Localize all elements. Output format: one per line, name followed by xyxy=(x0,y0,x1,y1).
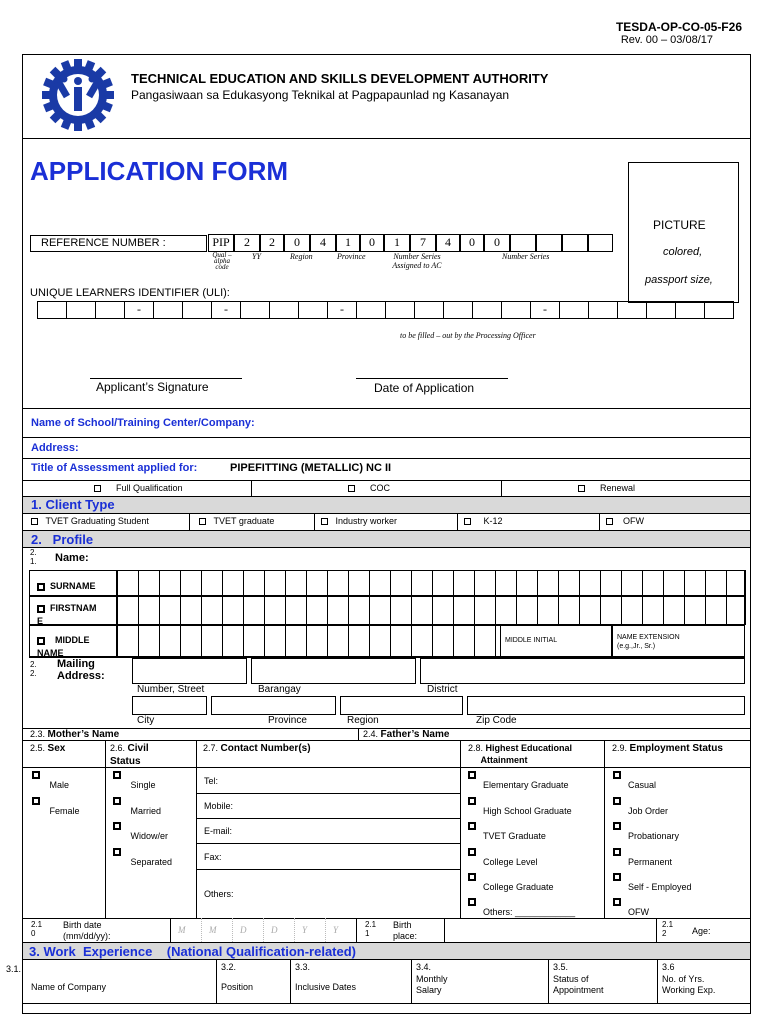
school-name-label: Name of School/Training Center/Company: xyxy=(31,417,255,429)
checkbox-icon xyxy=(113,848,121,856)
reference-cell[interactable] xyxy=(510,234,536,252)
name-letter-cell[interactable] xyxy=(495,570,517,596)
school-name-field[interactable] xyxy=(300,412,745,436)
name-letter-cell[interactable] xyxy=(537,596,559,625)
reference-cell[interactable] xyxy=(588,234,613,252)
name-letter-cell[interactable] xyxy=(705,570,727,596)
province-field[interactable] xyxy=(211,696,336,715)
name-letter-cell[interactable] xyxy=(474,570,496,596)
name-letter-cell[interactable] xyxy=(537,570,559,596)
emp-job-order-option[interactable]: Job Order xyxy=(613,795,668,817)
fax-label: Fax: xyxy=(204,852,222,862)
name-letter-cell[interactable] xyxy=(579,596,601,625)
checkbox-icon xyxy=(321,518,328,525)
birth-date-placeholder: D xyxy=(271,925,278,935)
name-letter-cell[interactable] xyxy=(348,596,370,625)
emp-ofw-option[interactable]: OFW xyxy=(613,896,649,918)
checkbox-icon xyxy=(613,873,621,881)
name-letter-cell[interactable] xyxy=(390,625,412,657)
uli-cell[interactable] xyxy=(443,301,473,319)
document-code: TESDA-OP-CO-05-F26 xyxy=(615,20,742,34)
name-letter-cell[interactable] xyxy=(474,596,496,625)
reference-cell[interactable]: 0 xyxy=(460,234,484,252)
reference-cell[interactable]: 0 xyxy=(360,234,384,252)
picture-note-2: passport size, xyxy=(645,274,713,286)
emp-self-employed-option[interactable]: Self - Employed xyxy=(613,871,692,893)
zip-code-field[interactable] xyxy=(467,696,745,715)
profile-header xyxy=(23,531,750,548)
name-letter-cell[interactable] xyxy=(516,596,538,625)
checkbox-icon xyxy=(613,822,621,830)
name-letter-cell[interactable] xyxy=(222,570,244,596)
name-letter-cell[interactable] xyxy=(222,625,244,657)
name-letter-cell[interactable] xyxy=(600,570,622,596)
agency-name: TECHNICAL EDUCATION AND SKILLS DEVELOPMENT AUTHORITY xyxy=(131,71,549,86)
checkbox-icon xyxy=(468,822,476,830)
col-inclusive-dates: Inclusive Dates xyxy=(295,982,357,992)
name-letter-cell[interactable] xyxy=(222,596,244,625)
name-letter-cell[interactable] xyxy=(285,596,307,625)
assessment-title-value: PIPEFITTING (METALLIC) NC II xyxy=(230,462,392,474)
uli-cell[interactable] xyxy=(240,301,270,319)
assessment-title-label: Title of Assessment applied for: xyxy=(31,462,198,474)
checkbox-icon xyxy=(113,797,121,805)
checkbox-icon xyxy=(613,771,621,779)
date-of-application-label: Date of Application xyxy=(374,381,475,395)
email-label: E-mail: xyxy=(204,826,233,836)
checkbox-icon xyxy=(31,518,38,525)
name-letter-cell[interactable] xyxy=(348,625,370,657)
client-type-title: 1. Client Type xyxy=(31,497,115,512)
mother-name-field[interactable] xyxy=(140,729,355,740)
sex-male-option[interactable]: Male xyxy=(32,769,69,791)
middlename-label: MIDDLE NAME xyxy=(37,635,90,658)
tel-field[interactable] xyxy=(240,770,455,792)
birth-date-placeholder: M xyxy=(178,925,186,935)
reference-number-label: REFERENCE NUMBER : xyxy=(41,237,166,249)
uli-cell[interactable]: - xyxy=(124,301,154,319)
sex-label: 2.5. Sex xyxy=(30,743,66,754)
checkbox-icon xyxy=(348,485,355,492)
mobile-label: Mobile: xyxy=(204,801,234,811)
checkbox-icon xyxy=(32,771,40,779)
checkbox-icon xyxy=(37,605,45,613)
middle-initial-label: MIDDLE INITIAL xyxy=(505,637,558,644)
name-letter-cell[interactable] xyxy=(726,570,746,596)
name-letter-cell[interactable] xyxy=(642,596,664,625)
reference-cell[interactable]: 1 xyxy=(336,234,360,252)
emp-casual-option[interactable]: Casual xyxy=(613,769,656,791)
name-letter-cell[interactable] xyxy=(432,596,454,625)
uli-cell[interactable] xyxy=(356,301,386,319)
name-letter-cell[interactable] xyxy=(705,596,727,625)
name-letter-cell[interactable] xyxy=(642,570,664,596)
edu-college-graduate-option[interactable]: College Graduate xyxy=(468,871,554,893)
uli-cell[interactable] xyxy=(37,301,67,319)
name-letter-cell[interactable] xyxy=(411,625,433,657)
name-letter-cell[interactable] xyxy=(306,625,328,657)
name-letter-cell[interactable] xyxy=(390,570,412,596)
address-label: Address: xyxy=(31,442,79,454)
uli-cell[interactable] xyxy=(95,301,125,319)
street-field[interactable] xyxy=(132,658,247,684)
mailing-address-label: Mailing Address: xyxy=(57,658,105,682)
name-letter-cell[interactable] xyxy=(663,570,685,596)
reference-cell[interactable]: 2 xyxy=(234,234,260,252)
qual-code-label: Qual – alpha code xyxy=(212,251,232,271)
uli-cell[interactable] xyxy=(646,301,676,319)
name-letter-cell[interactable] xyxy=(159,570,181,596)
civil-widow-option[interactable]: Widow/er xyxy=(113,820,168,842)
name-letter-cell[interactable] xyxy=(327,625,349,657)
birth-date-placeholder: D xyxy=(240,925,247,935)
reference-cell[interactable]: 0 xyxy=(484,234,510,252)
name-letter-cell[interactable] xyxy=(327,596,349,625)
uli-cell[interactable] xyxy=(414,301,444,319)
uli-cell[interactable] xyxy=(617,301,647,319)
client-tvet-graduating-option[interactable]: TVET Graduating Student xyxy=(31,516,149,526)
full-qualification-option[interactable]: Full Qualification xyxy=(94,483,183,493)
coc-option[interactable]: COC xyxy=(348,483,390,493)
form-title: APPLICATION FORM xyxy=(30,156,289,186)
edu-elementary-option[interactable]: Elementary Graduate xyxy=(468,769,569,791)
client-k12-option[interactable]: K-12 xyxy=(464,516,503,526)
checkbox-icon xyxy=(94,485,101,492)
emp-probationary-option[interactable]: Probationary xyxy=(613,820,679,842)
name-letter-cell[interactable] xyxy=(243,596,265,625)
uli-cell[interactable] xyxy=(704,301,734,319)
uli-cell[interactable] xyxy=(501,301,531,319)
name-letter-cell[interactable] xyxy=(117,625,139,657)
region-field[interactable] xyxy=(340,696,463,715)
applicant-signature-label: Applicant’s Signature xyxy=(96,380,209,394)
uli-cell[interactable]: - xyxy=(327,301,357,319)
employment-status-label: 2.9. Employment Status xyxy=(612,743,723,754)
age-label: Age: xyxy=(692,926,711,936)
checkbox-icon xyxy=(468,797,476,805)
birth-date-placeholder: Y xyxy=(333,925,339,935)
contact-numbers-label: 2.7. Contact Number(s) xyxy=(203,743,311,754)
name-extension-label: NAME EXTENSION (e.g.,Jr., Sr.) xyxy=(617,634,680,650)
uli-label: UNIQUE LEARNERS IDENTIFIER (ULI): xyxy=(30,287,230,299)
birth-place-field[interactable] xyxy=(446,919,654,941)
name-letter-cell[interactable] xyxy=(621,596,643,625)
name-letter-cell[interactable] xyxy=(600,596,622,625)
name-letter-cell[interactable] xyxy=(495,596,517,625)
checkbox-icon xyxy=(468,898,476,906)
email-field[interactable] xyxy=(240,820,455,842)
checkbox-icon xyxy=(113,822,121,830)
reference-cell[interactable]: 2 xyxy=(260,234,284,252)
birth-date-placeholder: M xyxy=(209,925,217,935)
checkbox-icon xyxy=(37,583,45,591)
reference-cell[interactable] xyxy=(536,234,562,252)
revision-label: Rev. 00 – 03/08/17 xyxy=(620,34,713,46)
province-label: Province xyxy=(337,252,366,261)
name-letter-cell[interactable] xyxy=(138,596,160,625)
reference-cell[interactable] xyxy=(562,234,588,252)
name-letter-cell[interactable] xyxy=(369,625,391,657)
reference-cell[interactable]: 4 xyxy=(436,234,460,252)
col-years-working-exp: No. of Yrs. Working Exp. xyxy=(662,974,716,995)
name-letter-cell[interactable] xyxy=(201,596,223,625)
yy-label: YY xyxy=(252,252,261,261)
city-field[interactable] xyxy=(132,696,207,715)
birth-place-label: Birth place: xyxy=(393,920,418,941)
tel-label: Tel: xyxy=(204,776,219,786)
name-letter-cell[interactable] xyxy=(264,596,286,625)
reference-cell[interactable]: PIP xyxy=(208,234,234,252)
name-letter-cell[interactable] xyxy=(285,570,307,596)
col-status-of-appointment: Status of Appointment xyxy=(553,974,604,995)
others-contact-field[interactable] xyxy=(240,871,455,916)
name-letter-cell[interactable] xyxy=(159,596,181,625)
reference-cell[interactable]: 0 xyxy=(284,234,310,252)
name-letter-cell[interactable] xyxy=(138,625,160,657)
name-letter-cell[interactable] xyxy=(558,570,580,596)
client-ofw-option[interactable]: OFW xyxy=(606,516,644,526)
agency-subtitle: Pangasiwaan sa Edukasyong Teknikal at Pagpapaunlad ng Kasanayan xyxy=(131,88,510,102)
col-name-of-company: Name of Company xyxy=(31,982,107,992)
name-label: Name: xyxy=(55,552,89,564)
client-industry-worker-option[interactable]: Industry worker xyxy=(321,516,397,526)
region-label: Region xyxy=(290,252,313,261)
uli-cell[interactable] xyxy=(559,301,589,319)
name-letter-cell[interactable] xyxy=(243,570,265,596)
uli-cell[interactable]: - xyxy=(211,301,241,319)
name-letter-cell[interactable] xyxy=(432,570,454,596)
uli-cell[interactable] xyxy=(66,301,96,319)
client-tvet-graduate-option[interactable]: TVET graduate xyxy=(199,516,274,526)
education-label: 2.8. Highest Educational Attainment xyxy=(468,743,573,765)
name-letter-cell[interactable] xyxy=(369,596,391,625)
civil-married-option[interactable]: Married xyxy=(113,795,161,817)
emp-permanent-option[interactable]: Permanent xyxy=(613,846,672,868)
surname-label: SURNAME xyxy=(37,581,96,591)
checkbox-icon xyxy=(613,898,621,906)
name-letter-cell[interactable] xyxy=(453,570,475,596)
edu-college-level-option[interactable]: College Level xyxy=(468,846,538,868)
name-letter-cell[interactable] xyxy=(663,596,685,625)
number-series-ac-label: Number Series Assigned to AC xyxy=(392,252,442,270)
name-letter-cell[interactable] xyxy=(558,596,580,625)
father-name-field[interactable] xyxy=(470,729,745,740)
name-letter-cell[interactable] xyxy=(180,570,202,596)
uli-cell[interactable]: - xyxy=(530,301,560,319)
checkbox-icon xyxy=(199,518,206,525)
uli-cell[interactable] xyxy=(269,301,299,319)
edu-highschool-option[interactable]: High School Graduate xyxy=(468,795,572,817)
birth-date-placeholder: Y xyxy=(302,925,308,935)
checkbox-icon xyxy=(468,771,476,779)
name-letter-cell[interactable] xyxy=(264,625,286,657)
name-letter-cell[interactable] xyxy=(474,625,496,657)
birth-date-label: Birth date (mm/dd/yy): xyxy=(63,920,111,941)
uli-cell[interactable] xyxy=(385,301,415,319)
firstname-label: FIRSTNAM E xyxy=(37,603,97,626)
name-letter-cell[interactable] xyxy=(684,570,706,596)
picture-note-1: colored, xyxy=(663,246,703,258)
uli-cell[interactable] xyxy=(675,301,705,319)
name-letter-cell[interactable] xyxy=(264,570,286,596)
name-letter-cell[interactable] xyxy=(285,625,307,657)
processing-note: to be filled – out by the Processing Officer xyxy=(400,331,536,340)
name-letter-cell[interactable] xyxy=(117,596,139,625)
father-name-label: 2.4. Father’s Name xyxy=(363,729,450,740)
name-letter-cell[interactable] xyxy=(579,570,601,596)
name-letter-cell[interactable] xyxy=(369,570,391,596)
name-letter-cell[interactable] xyxy=(327,570,349,596)
col-monthly-salary: Monthly Salary xyxy=(416,974,448,995)
checkbox-icon xyxy=(468,848,476,856)
edu-tvet-option[interactable]: TVET Graduate xyxy=(468,820,546,842)
name-letter-cell[interactable] xyxy=(684,596,706,625)
civil-single-option[interactable]: Single xyxy=(113,769,156,791)
checkbox-icon xyxy=(32,797,40,805)
name-letter-cell[interactable] xyxy=(180,596,202,625)
client-type-header xyxy=(23,496,750,514)
number-series-label: Number Series xyxy=(502,252,550,261)
name-letter-cell[interactable] xyxy=(306,596,328,625)
uli-cell[interactable] xyxy=(153,301,183,319)
checkbox-icon xyxy=(613,797,621,805)
name-letter-cell[interactable] xyxy=(180,625,202,657)
uli-cell[interactable] xyxy=(182,301,212,319)
name-letter-cell[interactable] xyxy=(516,570,538,596)
civil-separated-option[interactable]: Separated xyxy=(113,846,172,868)
name-letter-cell[interactable] xyxy=(306,570,328,596)
picture-label: PICTURE xyxy=(653,218,706,232)
uli-cell[interactable] xyxy=(472,301,502,319)
fax-field[interactable] xyxy=(240,845,455,867)
profile-title: 2. Profile xyxy=(31,532,94,547)
name-letter-cell[interactable] xyxy=(432,625,454,657)
reference-cell[interactable]: 4 xyxy=(310,234,336,252)
district-field[interactable] xyxy=(420,658,745,684)
checkbox-icon xyxy=(578,485,585,492)
checkbox-icon xyxy=(468,873,476,881)
name-letter-cell[interactable] xyxy=(159,625,181,657)
civil-status-label: 2.6. Civil Status xyxy=(110,743,149,767)
name-letter-cell[interactable] xyxy=(453,596,475,625)
name-letter-cell[interactable] xyxy=(243,625,265,657)
name-letter-cell[interactable] xyxy=(348,570,370,596)
checkbox-icon xyxy=(464,518,471,525)
name-letter-cell[interactable] xyxy=(726,596,746,625)
uli-cell[interactable] xyxy=(588,301,618,319)
tesda-logo-icon xyxy=(30,57,126,133)
checkbox-icon xyxy=(613,848,621,856)
name-letter-cell[interactable] xyxy=(138,570,160,596)
name-letter-cell[interactable] xyxy=(411,570,433,596)
uli-cell[interactable] xyxy=(298,301,328,319)
name-letter-cell[interactable] xyxy=(621,570,643,596)
barangay-field[interactable] xyxy=(251,658,416,684)
renewal-option[interactable]: Renewal xyxy=(578,483,635,493)
name-letter-cell[interactable] xyxy=(411,596,433,625)
mother-name-label: 2.3. Mother’s Name xyxy=(30,729,120,740)
work-experience-title: 3. Work Experience (National Qualification-related) xyxy=(29,944,357,959)
others-contact-label: Others: xyxy=(204,889,234,899)
name-letter-cell[interactable] xyxy=(453,625,475,657)
address-field[interactable] xyxy=(95,438,745,457)
mobile-field[interactable] xyxy=(240,795,455,817)
checkbox-icon xyxy=(606,518,613,525)
checkbox-icon xyxy=(37,637,45,645)
name-letter-cell[interactable] xyxy=(390,596,412,625)
name-letter-cell[interactable] xyxy=(117,570,139,596)
reference-cell[interactable]: 1 xyxy=(384,234,410,252)
edu-others-option[interactable]: Others: ____________ xyxy=(468,896,575,918)
sex-female-option[interactable]: Female xyxy=(32,795,80,817)
col-position: Position xyxy=(221,982,254,992)
name-letter-cell[interactable] xyxy=(201,625,223,657)
checkbox-icon xyxy=(113,771,121,779)
name-letter-cell[interactable] xyxy=(201,570,223,596)
reference-cell[interactable]: 7 xyxy=(410,234,436,252)
